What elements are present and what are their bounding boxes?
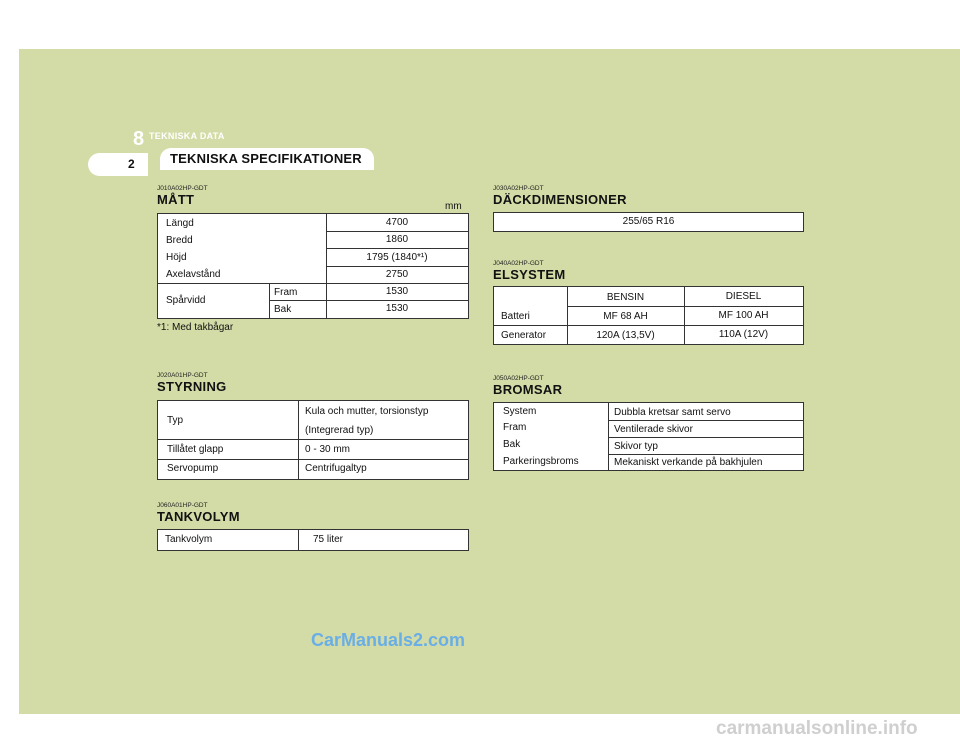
matt-value-bak: 1530 <box>385 303 409 314</box>
styrning-label-glapp: Tillåtet glapp <box>167 444 224 455</box>
styrning-value-typ-1: Kula och mutter, torsionstyp <box>305 406 429 417</box>
elsystem-label-generator: Generator <box>501 330 547 341</box>
elsystem-batteri-diesel: MF 100 AH <box>718 310 769 321</box>
elsystem-heading: ELSYSTEM <box>493 267 566 282</box>
tankvolym-code: J060A01HP-GDT <box>157 502 208 509</box>
matt-value-hojd: 1795 (1840*¹) <box>366 252 428 263</box>
elsystem-batteri-bensin: MF 68 AH <box>603 311 648 322</box>
bromsar-table <box>493 402 804 471</box>
styrning-label-servopump: Servopump <box>167 463 219 474</box>
watermark-online: carmanualsonline.info <box>716 718 918 739</box>
matt-value-fram: 1530 <box>385 286 409 297</box>
elsystem-generator-bensin: 120A (13,5V) <box>596 330 655 341</box>
bromsar-value-parkeringsbroms: Mekaniskt verkande på bakhjulen <box>614 457 763 468</box>
matt-value-langd: 4700 <box>385 217 409 228</box>
matt-label-langd: Längd <box>166 218 194 229</box>
bromsar-value-fram: Ventilerade skivor <box>614 424 693 435</box>
bromsar-label-fram: Fram <box>503 422 527 433</box>
watermark-carmanuals: CarManuals2.com <box>311 630 466 650</box>
matt-table <box>157 213 469 319</box>
chapter-number: 8 <box>133 128 145 150</box>
matt-label-bredd: Bredd <box>166 235 193 246</box>
elsystem-table <box>493 286 804 345</box>
matt-code: J010A02HP-GDT <box>157 185 208 192</box>
bromsar-value-system: Dubbla kretsar samt servo <box>614 407 731 418</box>
dack-table <box>493 212 804 232</box>
page-number: 2 <box>128 157 135 171</box>
elsystem-col-diesel: DIESEL <box>725 291 762 302</box>
bromsar-value-bak: Skivor typ <box>614 441 658 452</box>
styrning-table <box>157 400 469 480</box>
styrning-value-typ-2: (Integrerad typ) <box>305 425 374 436</box>
styrning-heading: STYRNING <box>157 379 227 394</box>
elsystem-label-batteri: Batteri <box>501 311 530 322</box>
matt-heading: MÅTT <box>157 192 195 207</box>
dack-code: J030A02HP-GDT <box>493 185 544 192</box>
bromsar-label-parkeringsbroms: Parkeringsbroms <box>503 456 579 467</box>
styrning-value-servopump: Centrifugaltyp <box>305 463 367 474</box>
chapter-title: TEKNISKA DATA <box>149 131 225 141</box>
section-title-tab <box>160 148 374 170</box>
matt-label-fram: Fram <box>274 287 298 298</box>
matt-label-axelavstand: Axelavstånd <box>166 269 221 280</box>
matt-label-hojd: Höjd <box>166 252 187 263</box>
styrning-value-glapp: 0 - 30 mm <box>305 444 351 455</box>
bromsar-label-system: System <box>503 406 537 417</box>
tankvolym-value: 75 liter <box>313 534 344 545</box>
bromsar-heading: BROMSAR <box>493 382 563 397</box>
elsystem-col-bensin: BENSIN <box>606 292 645 303</box>
tankvolym-heading: TANKVOLYM <box>157 509 240 524</box>
tankvolym-label: Tankvolym <box>165 534 213 545</box>
matt-value-bredd: 1860 <box>385 234 409 245</box>
tankvolym-table <box>157 529 469 551</box>
dack-heading: DÄCKDIMENSIONER <box>493 192 627 207</box>
styrning-label-typ: Typ <box>167 415 184 426</box>
matt-value-axelavstand: 2750 <box>385 269 409 280</box>
page-number-tab <box>88 153 148 176</box>
elsystem-code: J040A02HP-GDT <box>493 260 544 267</box>
matt-unit: mm <box>445 201 462 212</box>
section-title: TEKNISKA SPECIFIKATIONER <box>170 151 362 166</box>
bromsar-label-bak: Bak <box>503 439 521 450</box>
bromsar-code: J050A02HP-GDT <box>493 375 544 382</box>
dack-value: 255/65 R16 <box>622 216 675 227</box>
styrning-code: J020A01HP-GDT <box>157 372 208 379</box>
matt-label-bak: Bak <box>274 304 292 315</box>
matt-footnote: *1: Med takbågar <box>157 322 234 333</box>
matt-label-sparvidd: Spårvidd <box>166 295 206 306</box>
elsystem-generator-diesel: 110A (12V) <box>718 329 769 340</box>
